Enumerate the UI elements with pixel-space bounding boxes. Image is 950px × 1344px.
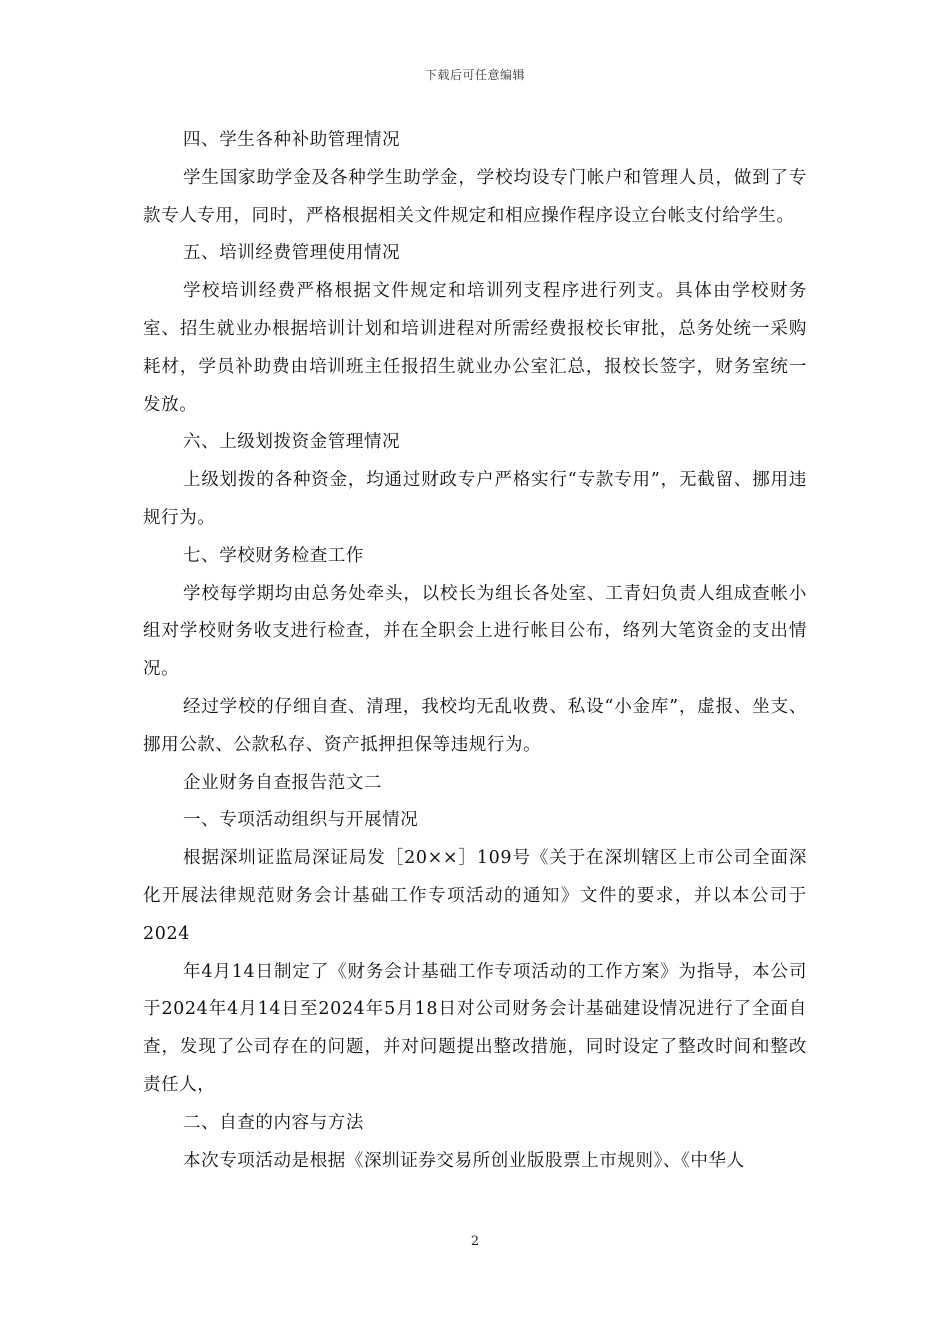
section-heading-2: 二、自查的内容与方法	[183, 1112, 364, 1133]
paragraph: 根据深圳证监局深证局发［20××］109号《关于在深圳辖区上市公司全面深化开展法律规范财务会计基础工作专项活动的通知》文件的要求，并以本公司于2024	[143, 848, 807, 944]
section-heading-7: 七、学校财务检查工作	[183, 545, 364, 566]
paragraph: 学校每学期均由总务处牵头，以校长为组长各处室、工青妇负责人组成查帐小组对学校财务收支进行检查，并在全职会上进行帐目公布，络列大笔资金的支出情况。	[143, 583, 807, 680]
paragraph: 学校培训经费严格根据文件规定和培训列支程序进行列支。具体由学校财务室、招生就业办根据培训计划和培训进程对所需经费报校长审批，总务处统一采购耗材，学员补助费由培训班主任报招生就业办公室汇总，报校长签字，财务室统一发放。	[143, 281, 807, 415]
paragraph: 年4月14日制定了《财务会计基础工作专项活动的工作方案》为指导，本公司于2024年4月14日至2024年5月18日对公司财务会计基础建设情况进行了全面自查，发现了公司存在的问题，并对问题提出整改措施，同时设定了整改时间和整改责任人，	[143, 961, 807, 1095]
page-header: 下载后可任意编辑	[424, 68, 525, 82]
paragraph: 上级划拨的各种资金，均通过财政专户严格实行“专款专用”，无截留、挪用违规行为。	[143, 470, 807, 528]
section-heading-5: 五、培训经费管理使用情况	[183, 243, 401, 264]
page-number: 2	[470, 1234, 480, 1249]
paragraph: 学生国家助学金及各种学生助学金，学校均设专门帐户和管理人员，做到了专款专人专用，同时，严格根据相关文件规定和相应操作程序设立台帐支付给学生。	[143, 167, 807, 226]
section-heading-6: 六、上级划拨资金管理情况	[183, 432, 401, 453]
paragraph: 经过学校的仔细自查、清理，我校均无乱收费、私设“小金库”，虚报、坐支、挪用公款、公款私存、资产抵押担保等违规行为。	[143, 696, 807, 755]
document-subtitle: 企业财务自查报告范文二	[183, 772, 383, 793]
document-body	[143, 122, 807, 1180]
paragraph: 本次专项活动是根据《深圳证券交易所创业版股票上市规则》、《中华人	[183, 1150, 745, 1171]
section-heading-1: 一、专项活动组织与开展情况	[183, 810, 419, 831]
section-heading-4: 四、学生各种补助管理情况	[183, 130, 401, 150]
